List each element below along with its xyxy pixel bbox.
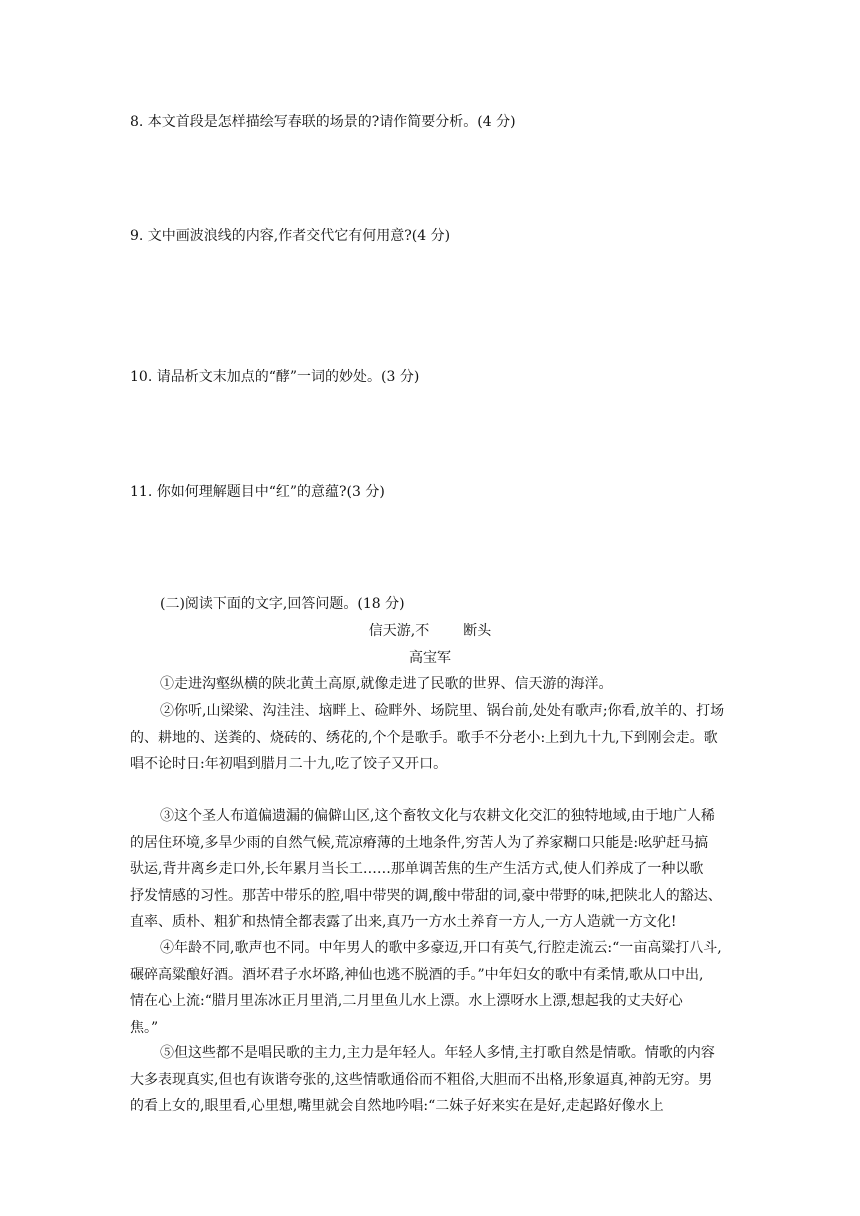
paragraph-line: 驮运,背井离乡走口外,长年累月当长工……那单调苦焦的生产生活方式,使人们养成了一种以歌 — [130, 861, 704, 877]
paragraph-2 — [130, 698, 725, 778]
paragraph-line: ③这个圣人布道偏遗漏的偏僻山区,这个畜牧文化与农耕文化交汇的独特地域,由于地广人稀 — [160, 808, 715, 824]
paragraph-line: 抒发情感的习性。那苦中带乐的腔,唱中带哭的调,酸中带甜的词,豪中带野的味,把陕北人的豁达、 — [130, 887, 722, 904]
paragraph-line: 的、耕地的、送粪的、烧砖的、绣花的,个个是歌手。歌手不分老小:上到九十九,下到刚会走。歌 — [130, 729, 718, 746]
paragraph-line: 直率、质朴、粗犷和热情全都表露了出来,真乃一方水土养育一方人,一方人造就一方文化! — [130, 914, 677, 930]
question-8: 8. 本文首段是怎样描绘写春联的场景的?请作简要分析。(4 分) — [130, 114, 516, 130]
question-11: 11. 你如何理解题目中“红”的意蕴?(3 分) — [130, 484, 385, 500]
article-title — [0, 621, 860, 641]
article-author: 高宝军 — [409, 650, 451, 666]
paragraph-4 — [130, 935, 722, 1041]
paragraph-line: 的居住环境,多旱少雨的自然气候,荒凉瘠薄的土地条件,穷苦人为了养家糊口只能是:吆驴赶马搞 — [130, 834, 709, 851]
article-title-part2: 断头 — [463, 623, 492, 639]
paragraph-line: ④年龄不同,歌声也不同。中年男人的歌中多豪迈,开口有英气,行腔走流云:“一亩高粱打八斗, — [160, 940, 722, 956]
paragraph-5 — [130, 1040, 715, 1120]
paragraph-line: 碾碎高粱酿好酒。酒坏君子水坏路,神仙也逃不脱酒的手。”中年妇女的歌中有柔情,歌从口中出, — [130, 966, 704, 983]
paragraph-line: 情在心上流:“腊月里冻冰正月里消,二月里鱼儿水上漂。水上漂呀水上漂,想起我的丈夫好心 — [130, 993, 683, 1009]
question-10: 10. 请品析文末加点的“酵”一词的妙处。(3 分) — [130, 369, 420, 385]
paragraph-line: ⑤但这些都不是唱民歌的主力,主力是年轻人。年轻人多情,主打歌自然是情歌。情歌的内容 — [160, 1045, 715, 1061]
paragraph-line: 大多表现真实,但也有诙谐夸张的,这些情歌通俗而不粗俗,大胆而不出格,形象逼真,神韵无穷。男 — [130, 1071, 713, 1088]
paragraph-1 — [130, 671, 690, 698]
question-9: 9. 文中画波浪线的内容,作者交代它有何用意?(4 分) — [130, 228, 451, 244]
paragraph-line: ①走进沟壑纵横的陕北黄土高原,就像走进了民歌的世界、信天游的海洋。 — [160, 676, 613, 692]
paragraph-3 — [130, 803, 722, 936]
paragraph-line: ②你听,山梁梁、沟洼洼、垴畔上、硷畔外、场院里、锅台前,处处有歌声;你看,放羊的、打场 — [160, 703, 725, 719]
section-heading: (二)阅读下面的文字,回答问题。(18 分) — [160, 596, 405, 612]
paragraph-line: 唱不论时日:年初唱到腊月二十九,吃了饺子又开口。 — [130, 756, 448, 772]
paragraph-line: 的看上女的,眼里看,心里想,嘴里就会自然地吟唱:“二妹子好来实在是好,走起路好像水上 — [130, 1098, 664, 1114]
paragraph-line: 焦。” — [130, 1019, 159, 1036]
article-title-part1: 信天游,不 — [368, 623, 430, 639]
